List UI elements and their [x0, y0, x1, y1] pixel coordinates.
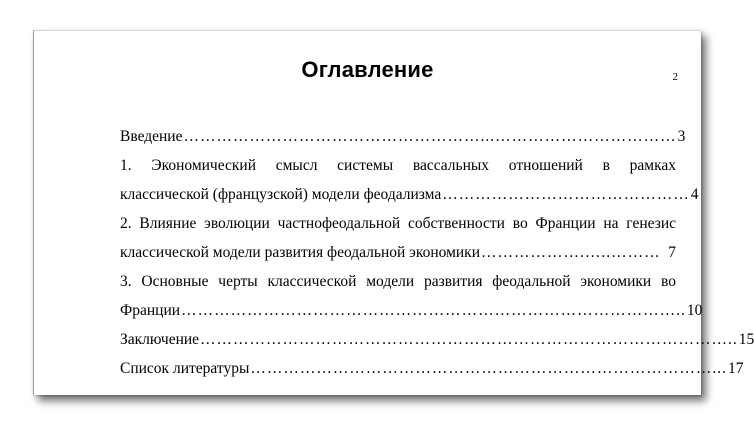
- toc-page-number: 10: [686, 302, 703, 319]
- toc-line: 3. Основные черты классической модели развития феодальной экономики во: [120, 273, 676, 290]
- toc-title: Оглавление: [301, 57, 434, 82]
- toc-line: [120, 354, 744, 383]
- page-number: 2: [672, 71, 678, 83]
- document-page: [33, 30, 754, 395]
- toc-entry-chapter-3[interactable]: [120, 267, 703, 325]
- toc-dot-leader: ………………………………………: [442, 186, 690, 203]
- toc-entry-introduction[interactable]: [120, 122, 686, 151]
- toc-entry-conclusion[interactable]: [120, 325, 754, 354]
- toc-line: [120, 238, 676, 267]
- toc-page-number: 3: [677, 128, 686, 145]
- toc-entry-title: классической (французской) модели феодализма: [120, 186, 442, 203]
- toc-line: [120, 296, 703, 325]
- toc-dot-leader: ………………………………………………...……………………………: [183, 128, 677, 145]
- toc-line: [120, 325, 754, 354]
- toc-dot-leader: ……………….…..………: [481, 244, 661, 261]
- toc-entry-references[interactable]: [120, 354, 744, 383]
- toc-entry-chapter-1[interactable]: [120, 151, 699, 209]
- toc-entry-title: Франции: [120, 302, 181, 319]
- toc-line: [120, 180, 699, 209]
- toc-page-number: 7: [668, 244, 676, 261]
- toc-entry-chapter-2[interactable]: [120, 209, 676, 267]
- toc-entry-title: классической модели развития феодальной экономики: [120, 244, 480, 261]
- toc-dot-leader: …………………………………………………………………………...: [250, 360, 727, 377]
- table-of-contents: [120, 122, 754, 383]
- toc-dot-leader: ………………………………………………………………………………..: [181, 302, 686, 319]
- toc-line: 1. Экономический смысл системы вассальных отношений в рамках: [120, 157, 676, 174]
- toc-line: 2. Влияние эволюции частнофеодальной собственности во Франции на генезис: [120, 215, 676, 232]
- toc-entry-title: Список литературы: [120, 360, 250, 377]
- toc-page-number: 17: [727, 360, 744, 377]
- toc-page-number: 15: [738, 331, 754, 348]
- toc-entry-title: Введение: [120, 128, 183, 145]
- toc-dot-leader: ……………………………………………………………………………………..: [200, 331, 738, 348]
- toc-entry-title: Заключение: [120, 331, 200, 348]
- toc-page-number: 4: [690, 186, 699, 203]
- toc-line: [120, 122, 686, 151]
